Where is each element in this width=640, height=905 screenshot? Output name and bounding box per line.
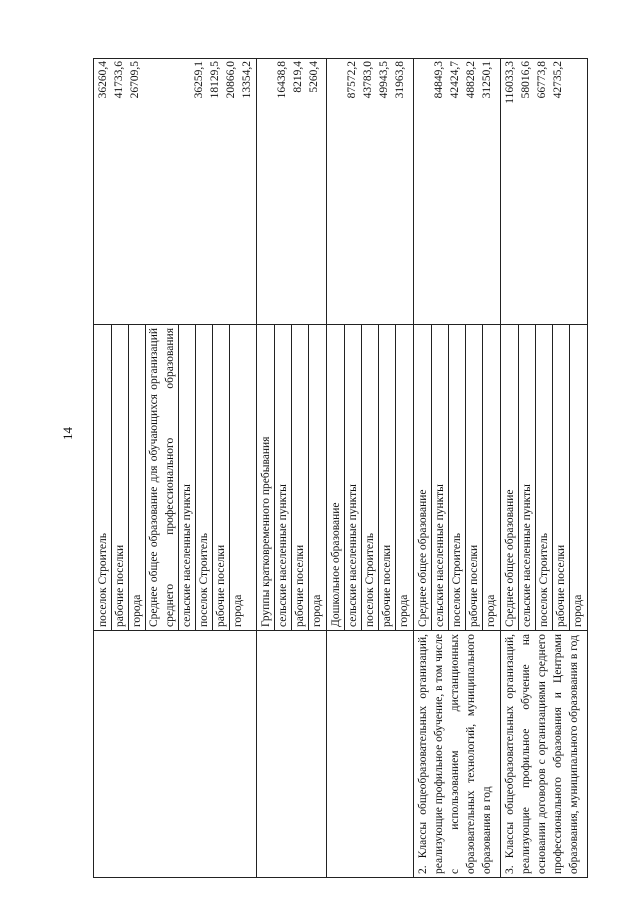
- settlement-line: рабочие поселки: [553, 325, 570, 630]
- value: 16438,8: [276, 61, 288, 99]
- settlement-line: сельские населенные пункты: [275, 325, 292, 630]
- value: 58016,6: [520, 61, 532, 99]
- table-cell-category: [327, 631, 414, 878]
- value: 31250,1: [481, 61, 493, 99]
- settlement-line: города: [398, 594, 410, 627]
- settlement-line: Дошкольное образование: [328, 325, 345, 630]
- settlement-line: города: [129, 325, 146, 630]
- value: 5260,4: [308, 61, 320, 93]
- settlement-line: сельские населенные пункты: [345, 325, 362, 630]
- table-row: [414, 59, 501, 878]
- table-cell-values: [414, 59, 501, 325]
- value: 87572,2: [346, 61, 358, 99]
- value: [258, 61, 274, 321]
- table-cell-values: [327, 59, 414, 325]
- table-cell-settlement-types: [501, 325, 588, 631]
- table-cell-values: [257, 59, 327, 325]
- value: 13354,2: [241, 61, 253, 99]
- value: 41733,6: [113, 61, 125, 99]
- settlement-line: города: [232, 594, 244, 627]
- table-cell-category: 3. Классы общеобразовательных организаций, реализующие профильное обучение на основании договоров с организациями среднего профессионального образования и Центрами образования, муниципального образования в год: [501, 631, 588, 878]
- value: [143, 61, 191, 321]
- value: 8219,4: [292, 61, 304, 93]
- settlement-line: поселок Строитель: [362, 325, 379, 630]
- value: 26709,5: [129, 61, 141, 99]
- settlement-line: Группы кратковременного пребывания: [258, 325, 275, 630]
- table-cell-values: [94, 59, 257, 325]
- settlement-line: поселок Строитель: [536, 325, 553, 630]
- settlement-line: рабочие поселки: [112, 325, 129, 630]
- value: 36260,4: [97, 61, 109, 99]
- settlement-line: Среднее общее образование для обучающихся организаций среднего профессионального образования: [146, 325, 179, 630]
- settlement-line: рабочие поселки: [466, 325, 483, 630]
- settlement-line: рабочие поселки: [213, 325, 230, 630]
- value: 49943,5: [378, 61, 390, 99]
- value: [415, 61, 431, 321]
- value: 43783,0: [362, 61, 374, 99]
- table-row: [257, 59, 327, 878]
- table-cell-category: [94, 631, 257, 878]
- settlement-line: города: [485, 594, 497, 627]
- table-cell-settlement-types: [414, 325, 501, 631]
- settlement-line: рабочие поселки: [379, 325, 396, 630]
- value: 36259,1: [193, 61, 205, 99]
- rotated-table-container: [93, 58, 584, 878]
- value: 20866,0: [225, 61, 237, 99]
- settlement-line: города: [311, 594, 323, 627]
- table-cell-category: [257, 631, 327, 878]
- value: 48828,2: [465, 61, 477, 99]
- table-cell-settlement-types: [94, 325, 257, 631]
- value: 31963,8: [394, 61, 406, 99]
- settlement-line: города: [572, 594, 584, 627]
- settlement-line: поселок Строитель: [196, 325, 213, 630]
- settlement-line: сельские населенные пункты: [179, 325, 196, 630]
- tariff-table: [93, 58, 588, 878]
- value: 66773,8: [536, 61, 548, 99]
- value: 18129,5: [209, 61, 221, 99]
- table-row: [501, 59, 588, 878]
- table-cell-settlement-types: [327, 325, 414, 631]
- settlement-line: поселок Строитель: [95, 325, 112, 630]
- settlement-line: рабочие поселки: [292, 325, 309, 630]
- value: 116033,3: [504, 61, 516, 104]
- settlement-line: сельские населенные пункты: [519, 325, 536, 630]
- page-number: 14: [60, 427, 75, 440]
- value: 42735,2: [552, 61, 564, 99]
- table-cell-values: [501, 59, 588, 325]
- table-row: [94, 59, 257, 878]
- settlement-line: сельские населенные пункты: [432, 325, 449, 630]
- table-cell-settlement-types: [257, 325, 327, 631]
- settlement-line: поселок Строитель: [449, 325, 466, 630]
- value: 42424,7: [449, 61, 461, 99]
- value: 84849,3: [433, 61, 445, 99]
- value: [328, 61, 344, 321]
- table-row: [327, 59, 414, 878]
- table-cell-category: 2. Классы общеобразовательных организаций, реализующие профильное обучение, в том числе с использованием дистанционных образовательных технологий, муниципального образования в год: [414, 631, 501, 878]
- settlement-line: Среднее общее образование: [502, 325, 519, 630]
- settlement-line: Среднее общее образование: [415, 325, 432, 630]
